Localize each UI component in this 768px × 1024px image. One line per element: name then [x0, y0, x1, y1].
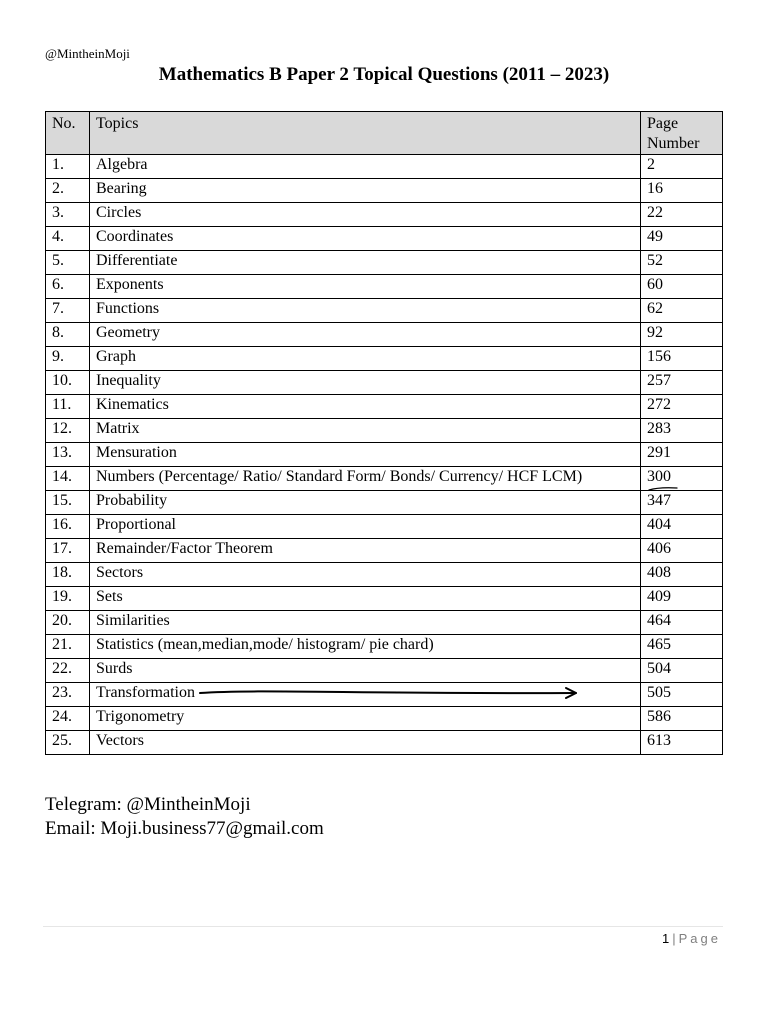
row-number: 12. [46, 419, 90, 443]
row-page-number [641, 299, 723, 323]
table-row [46, 515, 723, 539]
row-page-number [641, 227, 723, 251]
row-topic [90, 179, 641, 203]
row-topic [90, 515, 641, 539]
topic-label: Sectors [96, 564, 144, 581]
table-row [46, 635, 723, 659]
topic-label: Transformation [96, 684, 195, 701]
topic-label: Proportional [96, 516, 176, 533]
table-row [46, 251, 723, 275]
row-number: 1. [46, 155, 90, 179]
page-number-label: 613 [647, 732, 671, 749]
page-number-label: 52 [647, 252, 663, 269]
row-page-number [641, 707, 723, 731]
table-row [46, 539, 723, 563]
table-row [46, 683, 723, 707]
row-topic [90, 707, 641, 731]
row-number: 25. [46, 731, 90, 755]
row-page-number [641, 179, 723, 203]
topic-label: Coordinates [96, 228, 174, 245]
row-topic [90, 371, 641, 395]
page-number-label: 62 [647, 300, 663, 317]
table-row [46, 443, 723, 467]
topic-label: Probability [96, 492, 168, 509]
row-number: 3. [46, 203, 90, 227]
row-topic [90, 563, 641, 587]
table-row [46, 707, 723, 731]
topic-label: Algebra [96, 156, 148, 173]
table-row [46, 659, 723, 683]
row-number: 24. [46, 707, 90, 731]
page-number-label: 272 [647, 396, 671, 413]
topic-label: Vectors [96, 732, 144, 749]
row-topic [90, 227, 641, 251]
page-number-label: 257 [647, 372, 671, 389]
page-number-label: 156 [647, 348, 671, 365]
page-number-label: 408 [647, 564, 671, 581]
page-number-label: 49 [647, 228, 663, 245]
page-number-label: 504 [647, 660, 671, 677]
page-number-label: 2 [647, 156, 655, 173]
row-topic [90, 275, 641, 299]
row-topic [90, 611, 641, 635]
topics-table [45, 111, 723, 755]
table-row [46, 155, 723, 179]
row-page-number [641, 731, 723, 755]
header-topics: Topics [90, 112, 641, 155]
row-number: 13. [46, 443, 90, 467]
topic-label: Kinematics [96, 396, 169, 413]
table-row [46, 275, 723, 299]
table-row [46, 419, 723, 443]
page-number-label: 409 [647, 588, 671, 605]
row-page-number [641, 275, 723, 299]
topic-label: Statistics (mean,median,mode/ histogram/ pie chard) [96, 636, 434, 653]
table-row [46, 299, 723, 323]
header-no: No. [46, 112, 90, 155]
email-contact: Email: Moji.business77@gmail.com [45, 818, 324, 839]
page-number-label: 586 [647, 708, 671, 725]
header-page-number: Page Number [641, 112, 723, 155]
right-arrow-icon [198, 685, 578, 703]
row-page-number [641, 587, 723, 611]
row-topic [90, 659, 641, 683]
row-number: 9. [46, 347, 90, 371]
row-page-number [641, 371, 723, 395]
row-topic [90, 203, 641, 227]
page-number-label: 465 [647, 636, 671, 653]
row-number: 22. [46, 659, 90, 683]
row-number: 20. [46, 611, 90, 635]
author-handle: @MintheinMoji [45, 46, 130, 61]
page-number-label: 464 [647, 612, 671, 629]
row-page-number [641, 467, 723, 491]
row-topic [90, 443, 641, 467]
page-number-label: 404 [647, 516, 671, 533]
topic-label: Functions [96, 300, 160, 317]
page-number-label: 406 [647, 540, 671, 557]
row-number: 5. [46, 251, 90, 275]
row-topic [90, 635, 641, 659]
row-page-number [641, 611, 723, 635]
table-row [46, 587, 723, 611]
telegram-contact: Telegram: @MintheinMoji [45, 794, 251, 815]
row-number: 2. [46, 179, 90, 203]
row-number: 16. [46, 515, 90, 539]
table-row [46, 491, 723, 515]
page-number-label: 92 [647, 324, 663, 341]
topic-label: Sets [96, 588, 123, 605]
row-page-number [641, 683, 723, 707]
row-number: 7. [46, 299, 90, 323]
row-number: 10. [46, 371, 90, 395]
table-row [46, 731, 723, 755]
table-row [46, 467, 723, 491]
topic-label: Differentiate [96, 252, 178, 269]
row-page-number [641, 635, 723, 659]
table-row [46, 563, 723, 587]
table-row [46, 395, 723, 419]
row-topic [90, 587, 641, 611]
topic-label: Remainder/Factor Theorem [96, 540, 273, 557]
row-topic [90, 155, 641, 179]
page-number-label: 291 [647, 444, 671, 461]
page-number-label: 505 [647, 684, 671, 701]
page-number-label: 16 [647, 180, 663, 197]
row-number: 19. [46, 587, 90, 611]
row-page-number [641, 323, 723, 347]
topic-label: Circles [96, 204, 142, 221]
footer-divider [43, 926, 723, 927]
row-topic [90, 251, 641, 275]
topic-label: Trigonometry [96, 708, 185, 725]
document-title: Mathematics B Paper 2 Topical Questions (2011 – 2023) [158, 64, 610, 85]
table-row [46, 203, 723, 227]
row-number: 17. [46, 539, 90, 563]
table-body [46, 155, 723, 755]
table-header-row [46, 112, 723, 155]
page-number-label: 22 [647, 204, 663, 221]
topic-label: Numbers (Percentage/ Ratio/ Standard Form/ Bonds/ Currency/ HCF LCM) [96, 468, 583, 485]
row-page-number [641, 443, 723, 467]
row-number: 21. [46, 635, 90, 659]
page-footer [662, 931, 721, 946]
row-topic [90, 539, 641, 563]
page-number-label: 300 [647, 468, 671, 485]
row-number: 11. [46, 395, 90, 419]
row-topic [90, 323, 641, 347]
row-page-number [641, 491, 723, 515]
row-number: 18. [46, 563, 90, 587]
row-page-number [641, 563, 723, 587]
row-page-number [641, 155, 723, 179]
row-number: 14. [46, 467, 90, 491]
row-page-number [641, 659, 723, 683]
row-topic [90, 467, 641, 491]
row-number: 6. [46, 275, 90, 299]
row-topic [90, 731, 641, 755]
row-page-number [641, 539, 723, 563]
row-topic [90, 347, 641, 371]
page-number-label: 283 [647, 420, 671, 437]
row-topic [90, 299, 641, 323]
topic-label: Bearing [96, 180, 147, 197]
topic-label: Graph [96, 348, 136, 365]
footer-page-label: Page [678, 931, 721, 946]
footer-separator: | [672, 931, 676, 946]
row-number: 8. [46, 323, 90, 347]
contact-info [45, 793, 324, 841]
row-page-number [641, 395, 723, 419]
table-row [46, 227, 723, 251]
table-row [46, 323, 723, 347]
row-page-number [641, 419, 723, 443]
row-number: 23. [46, 683, 90, 707]
topic-label: Inequality [96, 372, 161, 389]
topic-label: Geometry [96, 324, 160, 341]
row-topic [90, 491, 641, 515]
row-page-number [641, 251, 723, 275]
table-row [46, 347, 723, 371]
row-number: 15. [46, 491, 90, 515]
topic-label: Mensuration [96, 444, 177, 461]
row-number: 4. [46, 227, 90, 251]
row-page-number [641, 347, 723, 371]
table-row [46, 371, 723, 395]
row-page-number [641, 203, 723, 227]
topic-label: Exponents [96, 276, 164, 293]
topic-label: Surds [96, 660, 133, 677]
row-page-number [641, 515, 723, 539]
row-topic [90, 419, 641, 443]
table-row [46, 179, 723, 203]
row-topic [90, 395, 641, 419]
row-topic [90, 683, 641, 707]
footer-page-number: 1 [662, 931, 670, 946]
topic-label: Matrix [96, 420, 140, 437]
topic-label: Similarities [96, 612, 170, 629]
table-row [46, 611, 723, 635]
page-number-label: 60 [647, 276, 663, 293]
page-number-label: 347 [647, 492, 671, 509]
